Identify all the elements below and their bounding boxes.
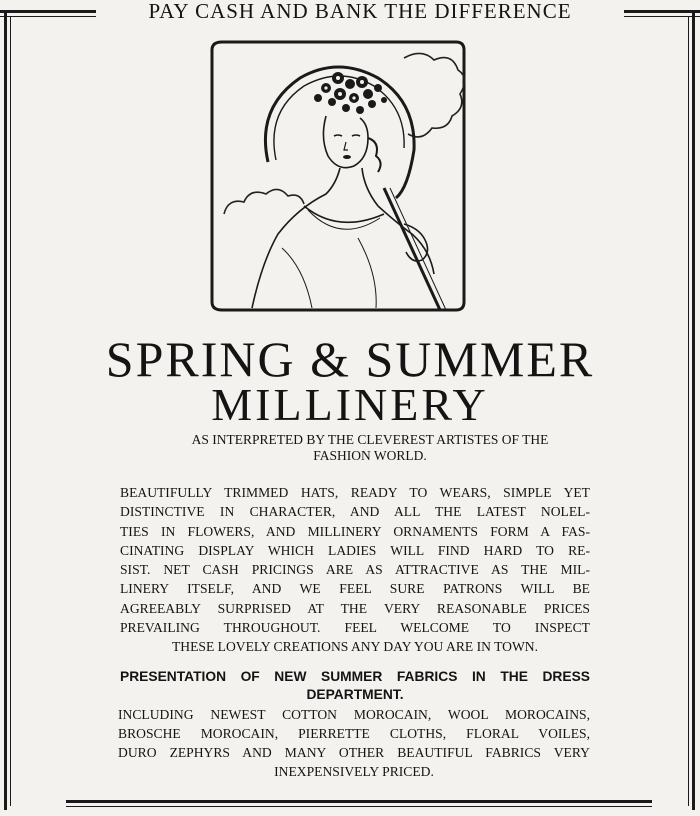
body-line: PREVAILING THROUGHOUT. FEEL WELCOME TO INSPECT	[120, 620, 590, 636]
body-paragraph	[120, 483, 590, 657]
body-line: AGREEABLY SURPRISED AT THE VERY REASONABLE PRICES	[120, 600, 590, 616]
fabrics-line: INCLUDING NEWEST COTTON MOROCAIN, WOOL MOROCAINS,	[118, 707, 590, 722]
title-line-1: SPRING & SUMMER	[105, 331, 595, 387]
fabrics-heading	[120, 668, 590, 704]
fabrics-line: DURO ZEPHYRS AND MANY OTHER BEAUTIFUL FABRICS VERY	[118, 745, 590, 760]
body-line: TIES IN FLOWERS, AND MILLINERY ORNAMENTS FORM A FAS-	[120, 523, 590, 539]
body-line: CINATING DISPLAY WHICH LADIES WILL FIND HARD TO RE-	[120, 542, 590, 558]
bottom-rule	[66, 800, 652, 803]
fashion-illustration	[208, 38, 468, 314]
top-rule-left	[0, 10, 96, 13]
fabrics-line: BROSCHE MOROCAIN, PIERRETTE CLOTHS, FLORAL VOILES,	[118, 726, 590, 741]
title-line-2: MILLINERY	[211, 379, 489, 430]
fabrics-line: INEXPENSIVELY PRICED.	[274, 764, 434, 779]
headline: PAY CASH AND BANK THE DIFFERENCE	[96, 0, 624, 22]
body-line: THESE LOVELY CREATIONS ANY DAY YOU ARE IN TOWN.	[171, 639, 539, 655]
body-line: LINERY ITSELF, AND WE FEEL SURE PATRONS WILL BE	[120, 581, 590, 597]
top-rule-right	[620, 10, 700, 13]
bottom-rule-thin	[66, 806, 652, 807]
subtitle-line-1: AS INTERPRETED BY THE CLEVEREST ARTISTES OF THE	[191, 432, 549, 447]
body-line: SIST. NET CASH PRICINGS ARE AS ATTRACTIVE AS THE MIL-	[120, 562, 590, 578]
subtitle-line-2: FASHION WORLD.	[313, 448, 427, 463]
subtitle	[140, 432, 600, 464]
fabrics-heading-line-2: DEPARTMENT.	[306, 687, 404, 702]
fabrics-paragraph	[118, 705, 590, 781]
body-line: DISTINCTIVE IN CHARACTER, AND ALL THE LATEST NOLEL-	[120, 504, 590, 520]
body-line: BEAUTIFULLY TRIMMED HATS, READY TO WEARS, SIMPLE YET	[120, 485, 590, 500]
fabrics-heading-line-1: PRESENTATION OF NEW SUMMER FABRICS IN THE DRESS	[120, 669, 590, 684]
top-rule-left-thin	[0, 16, 96, 17]
